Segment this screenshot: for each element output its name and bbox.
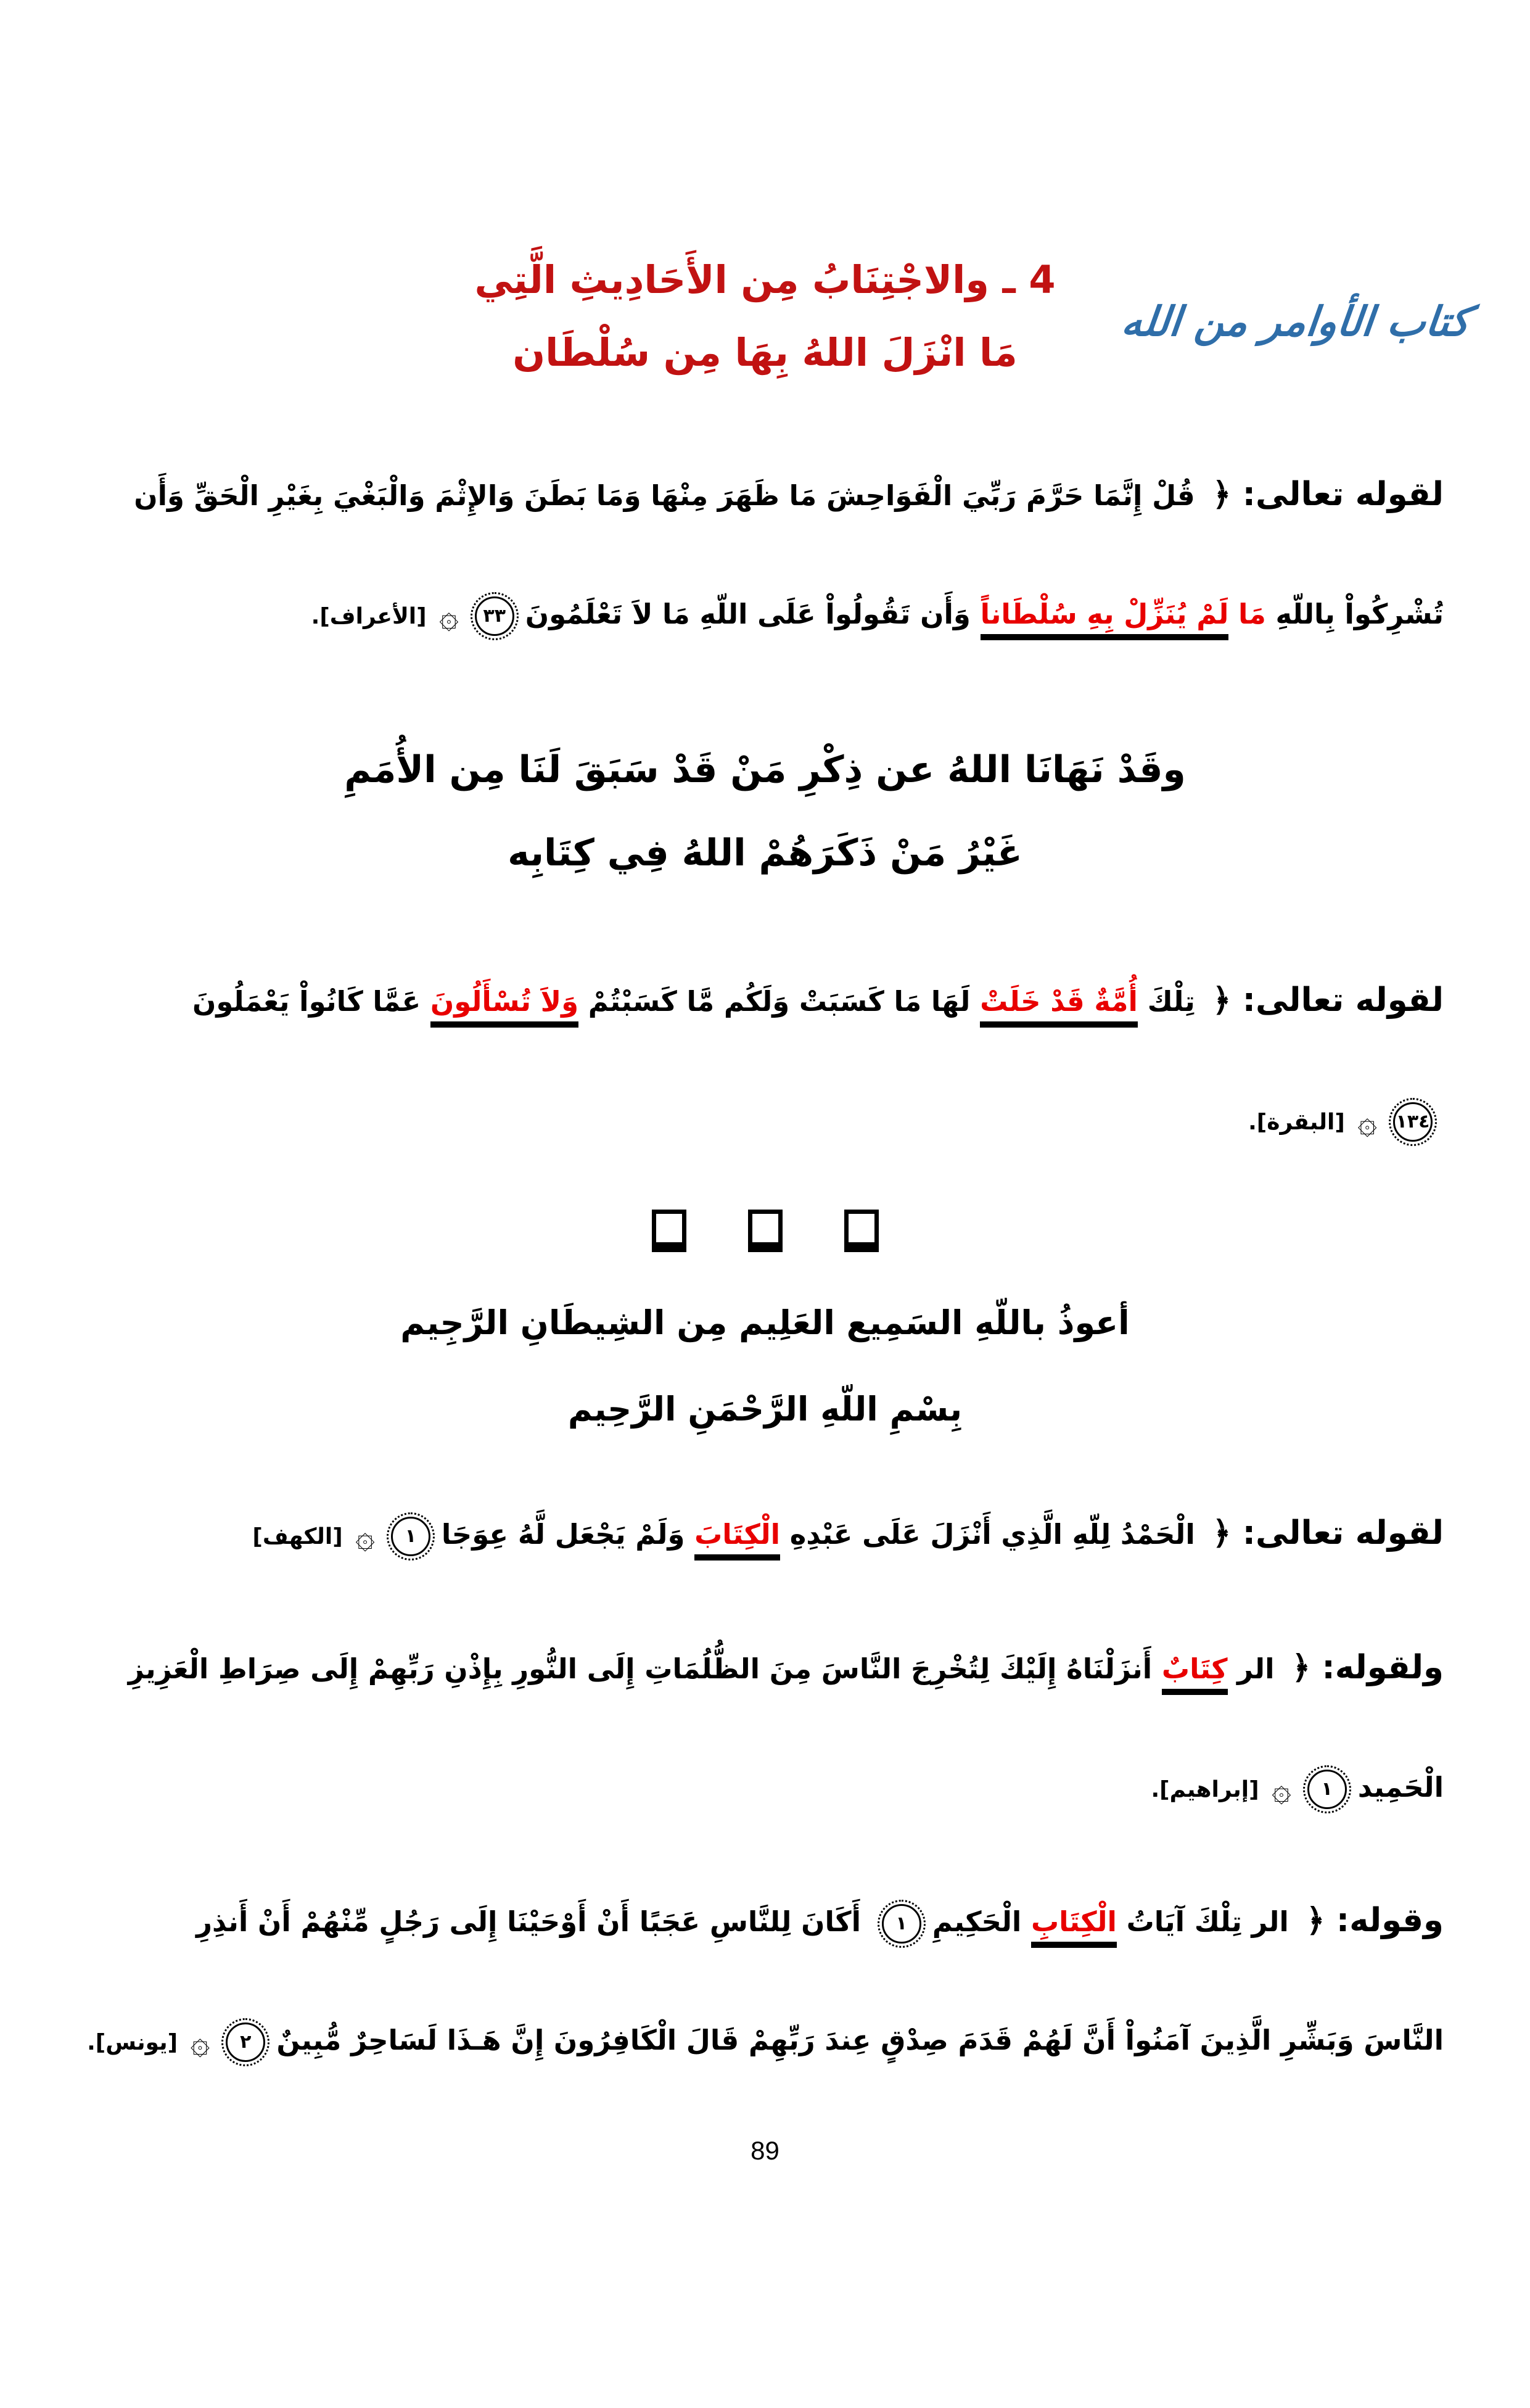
ornate-close-bracket-icon: ۞ <box>1357 1102 1377 1141</box>
ornate-open-bracket-icon: ﴿ <box>1201 982 1232 1019</box>
verse-text: النَّاسَ وَبَشِّرِ الَّذِينَ آمَنُواْ أَنَّ لَهُمْ قَدَمَ صِدْقٍ عِندَ رَبِّهِمْ قَالَ الْكَافِرُونَ إِنَّ هَـذَا لَسَاحِرٌ مُّبِينٌ <box>276 2024 1444 2056</box>
verse-paragraph-baqara <box>86 941 1444 1182</box>
quote-label: لقوله تعالى: <box>1231 1514 1444 1552</box>
verse-paragraph-ibrahim <box>86 1609 1444 1849</box>
ornate-open-bracket-icon: ﴿ <box>1201 1515 1232 1552</box>
chapter-title-line2: مَا انْزَلَ اللهُ بِهَا مِن سُلْطَان <box>512 330 1018 375</box>
chapter-title-line1: 4 ـ والاجْتِنَابُ مِن الأَحَادِيثِ الَّتِي <box>474 257 1056 302</box>
verse-paragraph-araf <box>86 435 1444 676</box>
quote-label: لقوله تعالى: <box>1231 981 1444 1019</box>
verse-text: وَأَن تَقُولُواْ عَلَى اللّهِ مَا لاَ تَعْلَمُونَ <box>525 598 981 630</box>
istiadha-line: أعوذُ باللّهِ السَمِيع العَلِيم مِن الشِيطَانِ الرَّجِيم <box>400 1303 1130 1342</box>
highlighted-word: الْكِتَابَ <box>694 1518 780 1561</box>
verse-text: قُلْ إِنَّمَا حَرَّمَ رَبِّيَ الْفَوَاحِشَ مَا ظَهَرَ مِنْهَا وَمَا بَطَنَ وَالإِثْمَ وَالْبَغْيَ بِغَيْرِ الْحَقِّ وَأَن <box>134 479 1195 512</box>
divider-square-icon <box>652 1210 686 1252</box>
sura-reference: [إبراهيم]. <box>1151 1777 1267 1802</box>
verse-text: الر تِلْكَ آيَاتُ <box>1116 1905 1289 1938</box>
ayah-number-badge: ١ <box>1307 1770 1347 1809</box>
sura-reference: [الكهف] <box>252 1524 351 1549</box>
ornate-close-bracket-icon: ۞ <box>439 596 459 635</box>
highlighted-word: وَلاَ تُسْأَلُونَ <box>430 985 578 1028</box>
invocation-block <box>86 1280 1444 1453</box>
page-number: 89 <box>751 2136 779 2165</box>
ayah-number-badge: ١٣٤ <box>1393 1102 1433 1142</box>
highlighted-word: لَمْ يُنَزِّلْ بِهِ سُلْطَاناً <box>981 598 1229 640</box>
section-heading-line1: وقَدْ نَهَانَا اللهُ عن ذِكْرِ مَنْ قَدْ سَبَقَ لَنَا مِن الأُمَمِ <box>344 748 1186 791</box>
verse-text: أَكَانَ لِلنَّاسِ عَجَبًا أَنْ أَوْحَيْنَا إِلَى رَجُلٍ مِّنْهُمْ أَنْ أَنذِرِ <box>196 1905 871 1938</box>
verse-text: لَهَا مَا كَسَبَتْ وَلَكُم مَّا كَسَبْتُمْ <box>578 985 981 1018</box>
basmala-line: بِسْمِ اللّهِ الرَّحْمَنِ الرَّحِيم <box>567 1390 963 1429</box>
verse-text: الْحَكِيمِ <box>932 1905 1031 1938</box>
book-page <box>0 244 1530 2408</box>
sura-reference: [الأعراف]. <box>311 604 435 629</box>
ayah-number-badge: ٣٣ <box>475 596 514 636</box>
quote-label: لقوله تعالى: <box>1231 476 1444 513</box>
divider-square-icon <box>748 1210 783 1252</box>
divider-square-icon <box>844 1210 879 1252</box>
highlighted-word: كِتَابٌ <box>1162 1652 1228 1695</box>
verse-paragraph-yunus <box>86 1862 1444 2102</box>
section-heading <box>86 728 1444 895</box>
verse-text: عَمَّا كَانُواْ يَعْمَلُونَ <box>192 985 430 1018</box>
verse-text: تِلْكَ <box>1137 985 1195 1018</box>
verse-text: أَنزَلْنَاهُ إِلَيْكَ لِتُخْرِجَ النَّاسَ مِنَ الظُّلُمَاتِ إِلَى النُّورِ بِإِذْنِ رَبِّهِمْ إِلَى صِرَاطِ الْعَزِيزِ <box>128 1652 1162 1685</box>
verse-text: الْحَمْدُ لِلّهِ الَّذِي أَنْزَلَ عَلَى عَبْدِهِ <box>780 1518 1195 1551</box>
ornate-close-bracket-icon: ۞ <box>1272 1770 1291 1808</box>
ayah-number-badge: ١ <box>391 1517 430 1556</box>
sura-reference: [البقرة]. <box>1248 1110 1353 1135</box>
section-divider <box>86 1210 1444 1252</box>
ornate-close-bracket-icon: ۞ <box>190 2022 210 2061</box>
quote-label: ولقوله: <box>1310 1649 1444 1686</box>
book-title-calligraphy: كتاب الأوامر من الله <box>1119 298 1473 345</box>
highlighted-word: مَا <box>1228 598 1266 630</box>
page-content <box>0 244 1530 2166</box>
verse-text: تُشْرِكُواْ بِاللّهِ <box>1265 598 1444 630</box>
sura-reference: [يونس]. <box>87 2030 186 2055</box>
section-heading-line2: غَيْرُ مَنْ ذَكَرَهُمْ اللهُ فِي كِتَابِه <box>508 831 1022 875</box>
verse-text: الْحَمِيد <box>1357 1771 1444 1804</box>
verse-text: وَلَمْ يَجْعَل لَّهُ عِوَجَا <box>441 1518 695 1551</box>
ornate-open-bracket-icon: ﴿ <box>1280 1649 1311 1686</box>
ornate-close-bracket-icon: ۞ <box>355 1517 375 1556</box>
ornate-open-bracket-icon: ﴿ <box>1201 476 1232 513</box>
ayah-number-badge: ٢ <box>226 2022 265 2062</box>
quote-label: وقوله: <box>1325 1902 1444 1939</box>
ayah-number-badge: ١ <box>882 1904 921 1944</box>
ornate-open-bracket-icon: ﴿ <box>1294 1902 1325 1939</box>
verse-text: الر <box>1227 1652 1275 1685</box>
highlighted-word: أُمَّةٌ قَدْ خَلَتْ <box>980 985 1138 1028</box>
highlighted-word: الْكِتَابِ <box>1031 1905 1117 1948</box>
verse-paragraph-kahf <box>86 1474 1444 1596</box>
